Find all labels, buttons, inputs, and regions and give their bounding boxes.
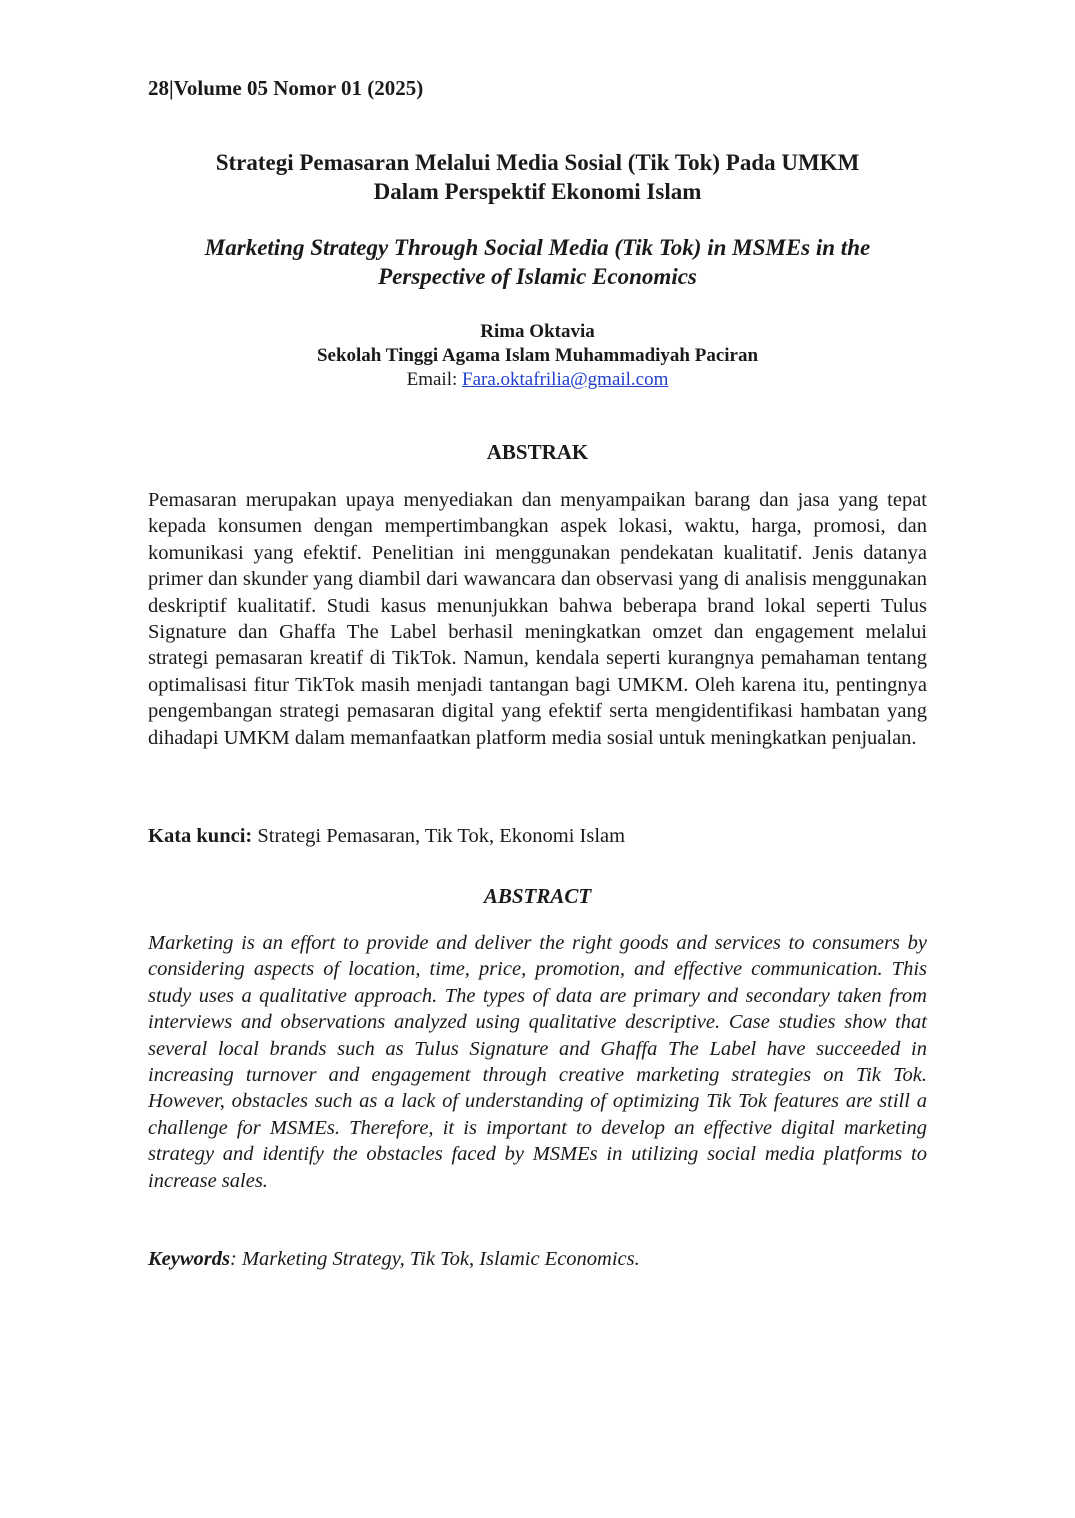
kata-kunci-label: Kata kunci: (148, 825, 253, 847)
title-indonesian-line-1: Strategi Pemasaran Melalui Media Sosial (Tik Tok) Pada UMKM (215, 150, 860, 175)
keywords-label: Keywords (148, 1248, 230, 1270)
author-affiliation: Sekolah Tinggi Agama Islam Muhammadiyah Paciran (316, 345, 759, 366)
abstrak-body: Pemasaran merupakan upaya menyediakan dan menyampaikan barang dan jasa yang tepat kepada konsumen dengan mempertimbangkan aspek lokasi, waktu, harga, promosi, dan komunikasi yang efektif. Penelitian ini menggunakan pendekatan kualitatif. Jenis datanya primer dan skunder yang diambil dari wawancara dan observasi yang di analisis menggunakan deskriptif kualitatif. Studi kasus menunjukkan bahwa beberapa brand lokal seperti Tulus Signature dan Ghaffa The Label berhasil meningkatkan omzet dan engagement melalui strategi pemasaran kreatif di TikTok. Namun, kendala seperti kurangnya pemahaman tentang optimalisasi fitur TikTok masih menjadi tantangan bagi UMKM. Oleh karena itu, pentingnya pengembangan strategi pemasaran digital yang efektif serta mengidentifikasi hambatan yang dihadapi UMKM dalam memanfaatkan platform media sosial untuk meningkatkan penjualan. (148, 489, 927, 749)
abstract-heading: ABSTRACT (483, 884, 592, 908)
title-indonesian-line-2: Dalam Perspektif Ekonomi Islam (373, 179, 702, 204)
title-english-line-1: Marketing Strategy Through Social Media (Tik Tok) in MSMEs in the (204, 235, 871, 260)
title-english (148, 233, 927, 291)
author-email-line (148, 368, 927, 392)
author-name: Rima Oktavia (480, 321, 595, 342)
title-english-line-2: Perspective of Islamic Economics (378, 264, 697, 289)
keywords (148, 1246, 927, 1272)
keywords-values: : Marketing Strategy, Tik Tok, Islamic Economics. (230, 1248, 640, 1270)
email-label: Email: (406, 369, 463, 390)
abstract-body: Marketing is an effort to provide and deliver the right goods and services to consumers by considering aspects of location, time, price, promotion, and effective communication. This study uses a qualitative approach. The types of data are primary and secondary taken from interviews and observations analyzed using qualitative descriptive. Case studies show that several local brands such as Tulus Signature and Ghaffa The Label have succeeded in increasing turnover and engagement through creative marketing strategies on Tik Tok. However, obstacles such as a lack of understanding of optimizing Tik Tok features are still a challenge for MSMEs. Therefore, it is important to develop an effective digital marketing strategy and identify the obstacles faced by MSMEs in utilizing social media platforms to increase sales. (148, 932, 927, 1192)
journal-header: 28|Volume 05 Nomor 01 (2025) (148, 76, 424, 100)
abstrak-heading: ABSTRAK (486, 440, 589, 464)
author-block (148, 320, 927, 392)
kata-kunci (148, 823, 927, 849)
author-email-link[interactable]: Fara.oktafrilia@gmail.com (462, 369, 669, 390)
title-indonesian (148, 148, 927, 206)
kata-kunci-values: Strategi Pemasaran, Tik Tok, Ekonomi Islam (252, 825, 626, 847)
